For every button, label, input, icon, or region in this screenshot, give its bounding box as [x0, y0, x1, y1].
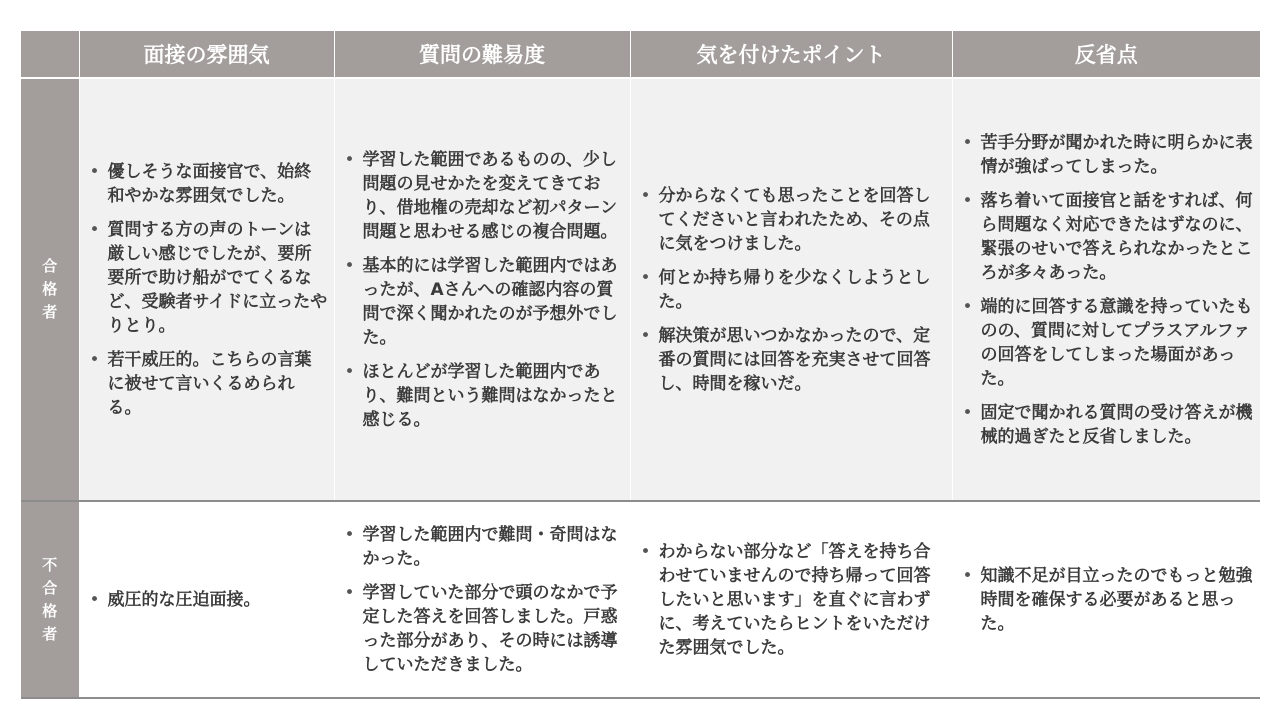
cell-passed-difficulty	[334, 78, 630, 501]
row-label-char: 合	[42, 578, 58, 597]
cell-failed-points	[630, 501, 952, 698]
header-row	[21, 31, 1260, 78]
row-label-char: 格	[42, 601, 58, 620]
list-item: • 苦手分野が聞かれた時に明らかに表情が強ばってしまった。	[957, 131, 1255, 179]
interview-table	[21, 31, 1260, 699]
list-item: • 学習した範囲であるものの、少し問題の見せかたを変えてきており、借地権の売却など初パターン問題と思わせる感じの複合問題。	[339, 148, 624, 244]
list-item: • 若干威圧的。こちらの言葉に被せて言いくるめられる。	[84, 348, 328, 420]
list-item: • 威圧的な圧迫面接。	[84, 588, 328, 612]
list-item: • ほとんどが学習した範囲内であり、難問という難問はなかったと感じる。	[339, 360, 624, 432]
list-item: • 落ち着いて面接官と話をすれば、何ら問題なく対応できたはずなのに、緊張のせいで答えられなかったところが多々あった。	[957, 189, 1255, 285]
corner-cell	[21, 31, 79, 78]
list-item: • 学習していた部分で頭のなかで予定した答えを回答しました。戸惑った部分があり、その時には誘導していただきました。	[339, 581, 624, 677]
header-reflection: 反省点	[952, 31, 1260, 78]
list-item: • 何とか持ち帰りを少なくしようとした。	[635, 266, 946, 314]
row-label-char: 者	[42, 624, 58, 643]
cell-passed-points	[630, 78, 952, 501]
header-atmosphere: 面接の雰囲気	[79, 31, 334, 78]
list-item: • 優しそうな面接官で、始終和やかな雰囲気でした。	[84, 160, 328, 208]
list-item: • 分からなくても思ったことを回答してくださいと言われたため、その点に気をつけました。	[635, 184, 946, 256]
cell-failed-atmosphere	[79, 501, 334, 698]
row-label-failed	[21, 501, 79, 698]
row-label-passed	[21, 78, 79, 501]
row-label-char: 者	[42, 303, 58, 321]
row-passed	[21, 78, 1260, 501]
list-item: • 質問する方の声のトーンは厳しい感じでしたが、要所要所で助け船がでてくるなど、受験者サイドに立ったやりとり。	[84, 218, 328, 338]
list-item: • わからない部分など「答えを持ち合わせていませんので持ち帰って回答したいと思います」を直ぐに言わずに、考えていたらヒントをいただけた雰囲気でした。	[635, 540, 946, 660]
row-failed	[21, 501, 1260, 698]
row-label-char: 合	[42, 257, 58, 275]
list-item: • 基本的には学習した範囲内ではあったが、Aさんへの確認内容の質問で深く聞かれたのが予想外でした。	[339, 254, 624, 350]
list-item: • 固定で聞かれる質問の受け答えが機械的過ぎたと反省しました。	[957, 401, 1255, 449]
cell-failed-difficulty	[334, 501, 630, 698]
cell-passed-atmosphere	[79, 78, 334, 501]
list-item: • 解決策が思いつかなかったので、定番の質問には回答を充実させて回答し、時間を稼いだ。	[635, 324, 946, 396]
header-points: 気を付けたポイント	[630, 31, 952, 78]
row-label-char: 格	[42, 280, 58, 298]
cell-failed-reflection	[952, 501, 1260, 698]
row-label-char: 不	[42, 555, 58, 574]
list-item: • 端的に回答する意識を持っていたものの、質問に対してプラスアルファの回答をしてしまった場面があった。	[957, 295, 1255, 391]
list-item: • 学習した範囲内で難問・奇問はなかった。	[339, 523, 624, 571]
cell-passed-reflection	[952, 78, 1260, 501]
header-difficulty: 質問の難易度	[334, 31, 630, 78]
list-item: • 知識不足が目立ったのでもっと勉強時間を確保する必要があると思った。	[957, 564, 1255, 636]
